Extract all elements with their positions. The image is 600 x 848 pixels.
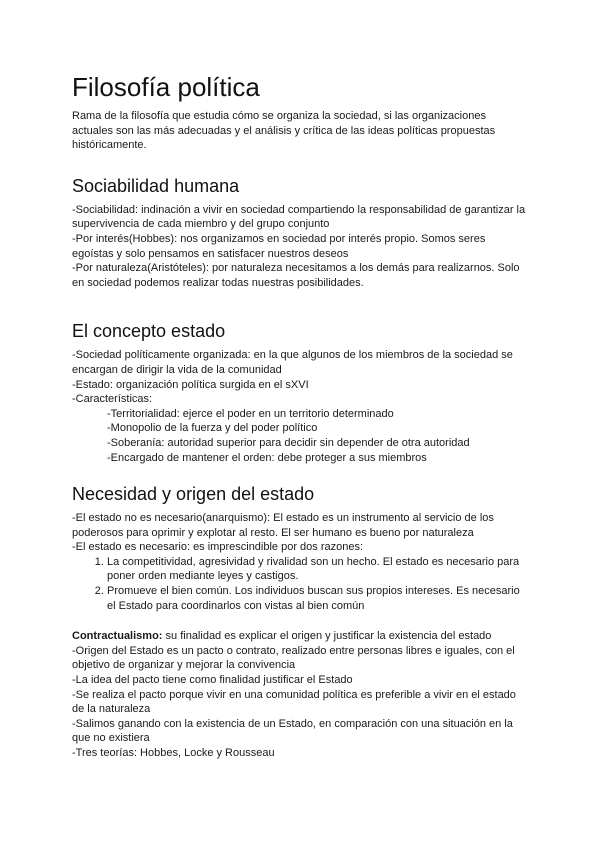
characteristic-item: -Soberanía: autoridad superior para decidir sin depender de otra autoridad <box>107 436 470 449</box>
page-title: Filosofía política <box>72 72 260 102</box>
reasons-list <box>72 555 528 613</box>
section-sociabilidad <box>72 175 528 291</box>
section-estado <box>72 320 528 465</box>
characteristic-item: -Territorialidad: ejerce el poder en un territorio determinado <box>107 407 394 420</box>
section-contractualismo <box>72 629 528 760</box>
section-heading-necesidad: Necesidad y origen del estado <box>72 484 315 505</box>
section-necesidad <box>72 483 528 613</box>
reason-item: 1. La competitividad, agresividad y rivalidad son un hecho. El estado es necesario para poner orden mediante leyes y castigos. <box>107 555 528 584</box>
contractualismo-text: su finalidad es explicar el origen y justificar la existencia del estado <box>162 630 492 643</box>
section-heading-estado: El concepto estado <box>72 321 226 342</box>
paragraph-line: -Sociedad políticamente organizada: en la que algunos de los miembros de la sociedad se encargan de dirigir la vida de la comunidad <box>72 349 513 376</box>
paragraph-line: -Características: <box>72 393 153 406</box>
section-heading-sociabilidad: Sociabilidad humana <box>72 175 240 196</box>
paragraph-line: -Salimos ganando con la existencia de un Estado, en comparación con una situación en la que no existiera <box>72 717 513 745</box>
document-page <box>72 72 528 761</box>
characteristic-item: -Encargado de mantener el orden: debe proteger a sus miembros <box>107 451 427 464</box>
paragraph-line: -Tres teorías: Hobbes, Locke y Rousseau <box>72 747 275 759</box>
paragraph-line: -Origen del Estado es un pacto o contrato, realizado entre personas libres e iguales, con el objetivo de organizar y mejorar la convivencia <box>72 644 515 672</box>
paragraph-line: -El estado es necesario: es imprescindible por dos razones: <box>72 541 364 554</box>
paragraph-line: -Por interés(Hobbes): nos organizamos en sociedad por interés propio. Somos seres egoístas y solo pensamos en satisfacer nuestros deseos <box>72 232 486 260</box>
reason-item: 2. Promueve el bien común. Los individuos buscan sus propios intereses. Es necesario el Estado para coordinarlos con vistas al bien común <box>107 584 528 613</box>
paragraph-line: -El estado no es necesario(anarquismo): El estado es un instrumento al servicio de los poderosos para oprimir y explotar al resto. El ser humano es bueno por naturaleza <box>72 512 494 539</box>
paragraph-line: -Sociabilidad: indinación a vivir en sociedad compartiendo la responsabilidad de garantizar la supervivencia de cada miembro y del grupo conjunto <box>72 203 526 231</box>
paragraph-line: -Se realiza el pacto porque vivir en una comunidad política es preferible a vivir en el estado de la naturaleza <box>72 688 516 716</box>
paragraph-line: -Por naturaleza(Aristóteles): por naturaleza necesitamos a los demás para realizarnos. Solo en sociedad podemos realizar todas nuestras posibilidades. <box>72 262 520 289</box>
contractualismo-term: Contractualismo: <box>72 630 163 643</box>
intro-paragraph: Rama de la filosofía que estudia cómo se organiza la sociedad, si las organizaciones actuales son las más adecuadas y el análisis y crítica de las ideas políticas propuestas históricamente. <box>72 110 496 152</box>
paragraph-line: -Estado: organización política surgida en el sXVI <box>72 378 309 391</box>
contractualismo-definition <box>72 629 528 644</box>
characteristic-item: -Monopolio de la fuerza y del poder político <box>107 422 318 435</box>
paragraph-line: -La idea del pacto tiene como finalidad justificar el Estado <box>72 674 353 687</box>
